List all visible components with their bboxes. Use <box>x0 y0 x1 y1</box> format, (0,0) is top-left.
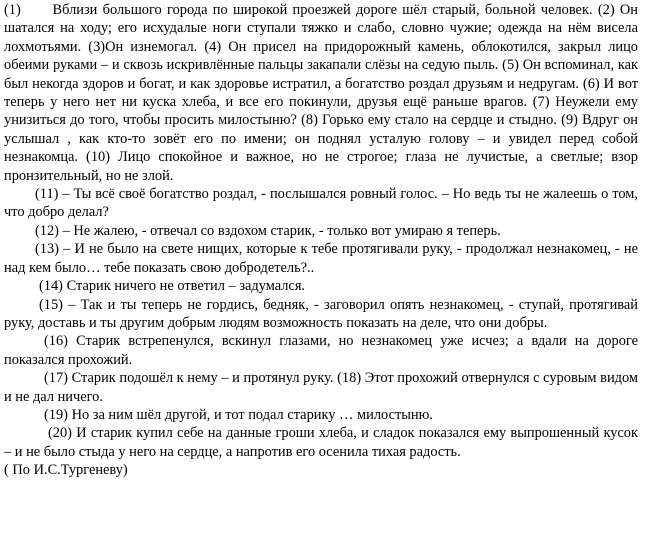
paragraph-9: (19) Но за ним шёл другой, и тот подал старику … милостыню. <box>44 406 433 423</box>
paragraph-1: (1) Вблизи большого города по широкой проезжей дороге шёл старый, больной человек. (2) Он шатался на ходу; его исхудалые ноги ступали тяжко и слабо, словно чужие; одежда на нём висела лохмотьями. (3)Он изнемогал. (4) Он присел на придорожный камень, облокотился, закрыл лицо обеими руками – и сквозь искривлённые пальцы закапали слёзы на седую пыль. (5) Он вспоминал, как был некогда здоров и богат, и как здоровье истратил, а богатство роздал друзьям и недругам. (6) И вот теперь у него нет ни куска хлеба, и все его покинули, друзья ещё раньше врагов. (7) Неужели ему унизиться до того, чтобы просить милостыню? (8) Горько ему стало на сердце и стыдно. (9) Вдруг он услышал , как кто-то зовёт его по имени; он поднял усталую голову – и увидел перед собой незнакомца. (10) Лицо спокойное и важное, но не строгое; глаза не лучистые, а светлые; взор пронзительный, но не злой. <box>4 2 638 184</box>
source-attribution: ( По И.С.Тургеневу) <box>4 462 128 479</box>
paragraph-7: (16) Старик встрепенулся, вскинул глазами, но незнакомец уже исчез; а вдали на дороге показался прохожий. <box>4 333 638 368</box>
paragraph-6: (15) – Так и ты теперь не гордись, бедняк, - заговорил опять незнакомец, - ступай, протягивай руку, доставь и ты другим добрым людям возможность показать на деле, что они добры. <box>4 296 638 331</box>
paragraph-3: (12) – Не жалею, - отвечал со вздохом старик, - только вот умираю я теперь. <box>35 222 501 239</box>
paragraph-5: (14) Старик ничего не ответил – задумался. <box>39 278 306 295</box>
document-body <box>4 1 638 480</box>
paragraph-2: (11) – Ты всё своё богатство роздал, - послышался ровный голос. – Но ведь ты не жалеешь о том, что добро делал? <box>4 186 638 221</box>
paragraph-4: (13) – И не было на свете нищих, которые к тебе протягивали руку, - продолжал незнакомец, - не над кем было… тебе показать свою добродетель?.. <box>4 241 638 276</box>
paragraph-8: (17) Старик подошёл к нему – и протянул руку. (18) Этот прохожий отвернулся с суровым видом и не дал ничего. <box>4 370 638 405</box>
paragraph-10: (20) И старик купил себе на данные гроши хлеба, и сладок показался ему выпрошенный кусок – и не было стыда у него на сердце, а напротив его осенила тихая радость. <box>4 425 638 460</box>
